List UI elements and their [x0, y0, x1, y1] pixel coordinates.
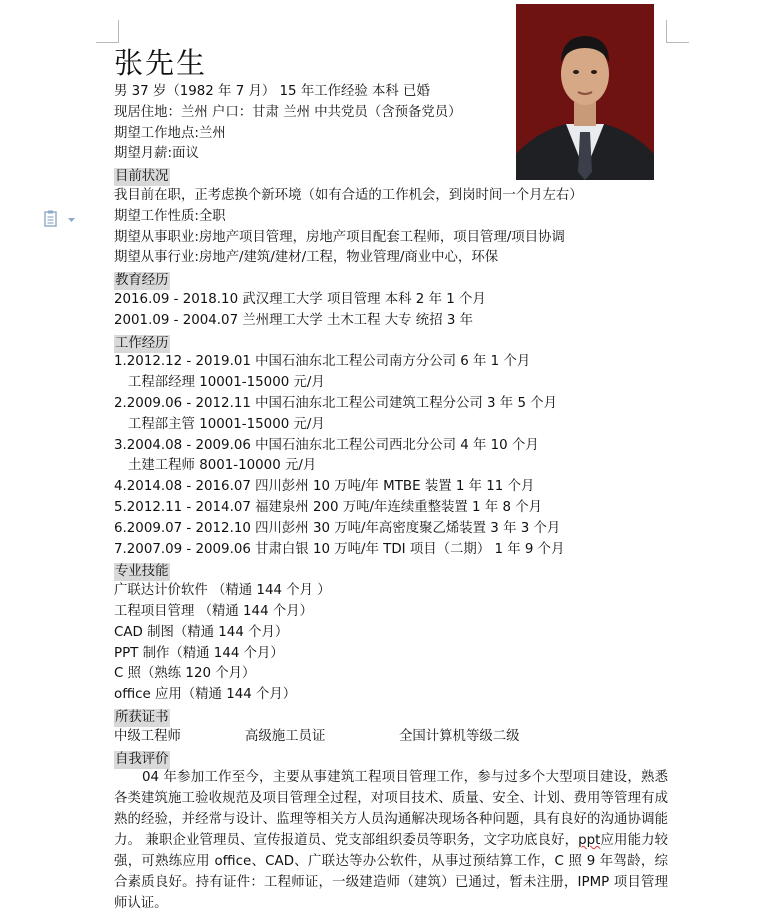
- skill-item: PPT 制作（精通 144 个月）: [114, 645, 284, 661]
- self-evaluation-text: 应用能力较强，可熟练应用 office、CAD、广联达等办公软件，从事过预结算工作，C 照 9 年驾龄，综合素质良好。持有证件：工程师证，一级建造师（建筑）已通过，暂未注册，IPMP 项目管理师认证。: [114, 833, 668, 911]
- basic-info-line: 男 37 岁（1982 年 7 月） 15 年工作经验 本科 已婚: [114, 84, 430, 99]
- work-item-position: 土建工程师 8001-10000 元/月: [128, 458, 317, 474]
- section-header-evaluation: 自我评价: [115, 751, 169, 767]
- education-item: 2016.09 - 2018.10 武汉理工大学 项目管理 本科 2 年 1 个月: [114, 291, 486, 307]
- section-header-work: 工作经历: [115, 335, 169, 351]
- certificate-item: 高级施工员证: [245, 728, 326, 744]
- certificate-row: [114, 727, 674, 748]
- page-corner-mark-top-right: [666, 20, 689, 43]
- skill-item: office 应用（精通 144 个月）: [114, 687, 297, 703]
- section-header-status: 目前状况: [115, 169, 169, 185]
- resume-content: [114, 44, 674, 915]
- work-item: 2.2009.06 - 2012.11 中国石油东北工程公司建筑工程分公司 3 年 5 个月: [114, 395, 558, 411]
- work-item-position: 工程部主管 10001-15000 元/月: [128, 416, 325, 432]
- skill-item: CAD 制图（精通 144 个月）: [114, 624, 289, 640]
- self-evaluation-paragraph: [114, 768, 668, 914]
- section-header-skills: 专业技能: [115, 564, 169, 580]
- skill-item: 工程项目管理 （精通 144 个月）: [114, 603, 314, 619]
- section-header-education: 教育经历: [115, 273, 169, 289]
- certificate-item: 全国计算机等级二级: [399, 728, 520, 744]
- spellcheck-flagged-word[interactable]: ppt: [578, 833, 601, 849]
- expected-location-line: 期望工作地点:兰州: [114, 125, 226, 141]
- residence-line: 现居住地：兰州 户口：甘肃 兰州 中共党员（含预备党员）: [114, 104, 462, 120]
- status-line: 期望从事行业:房地产/建筑/建材/工程，物业管理/商业中心，环保: [114, 250, 499, 266]
- project-item: 6.2009.07 - 2012.10 四川彭州 30 万吨/年高密度聚乙烯装置 3 年 3 个月: [114, 520, 561, 536]
- work-item-position: 工程部经理 10001-15000 元/月: [128, 375, 325, 391]
- project-item: 7.2007.09 - 2009.06 甘肃白银 10 万吨/年 TDI 项目（二期） 1 年 9 个月: [114, 541, 565, 557]
- education-item: 2001.09 - 2004.07 兰州理工大学 土木工程 大专 统招 3 年: [114, 312, 474, 328]
- status-line: 期望从事职业:房地产项目管理，房地产项目配套工程师，项目管理/项目协调: [114, 229, 565, 245]
- skill-item: C 照（熟练 120 个月）: [114, 666, 256, 682]
- status-line: 期望工作性质:全职: [114, 208, 226, 224]
- section-header-certificates: 所获证书: [115, 709, 169, 725]
- project-item: 4.2014.08 - 2016.07 四川彭州 10 万吨/年 MTBE 装置 1 年 11 个月: [114, 479, 535, 495]
- project-item: 5.2012.11 - 2014.07 福建泉州 200 万吨/年连续重整装置 1 年 8 个月: [114, 499, 543, 515]
- candidate-name: 张先生: [114, 46, 208, 80]
- self-evaluation-text: 04 年参加工作至今，主要从事建筑工程项目管理工作，参与过多个大型项目建设，熟悉各类建筑施工验收规范及项目管理全过程，对项目技术、质量、安全、计划、费用等管理有成熟的经验，并经常与设计、监理等相关方人员沟通解决现场各种问题，具有良好的沟通协调能力。 兼职企业管理员、宣传报道员、党支部组织委员等职务，文字功底良好，: [114, 770, 668, 849]
- page-corner-mark-top-left: [96, 20, 119, 43]
- status-line: 我目前在职，正考虑换个新环境（如有合适的工作机会，到岗时间一个月左右）: [114, 187, 583, 203]
- work-item: 3.2004.08 - 2009.06 中国石油东北工程公司西北分公司 4 年 10 个月: [114, 437, 539, 453]
- skill-item: 广联达计价软件 （精通 144 个月 ）: [114, 583, 331, 599]
- work-item: 1.2012.12 - 2019.01 中国石油东北工程公司南方分公司 6 年 1 个月: [114, 354, 531, 370]
- paste-options-icon[interactable]: [44, 210, 78, 228]
- expected-salary-line: 期望月薪:面议: [114, 146, 199, 162]
- certificate-item: 中级工程师: [114, 728, 181, 744]
